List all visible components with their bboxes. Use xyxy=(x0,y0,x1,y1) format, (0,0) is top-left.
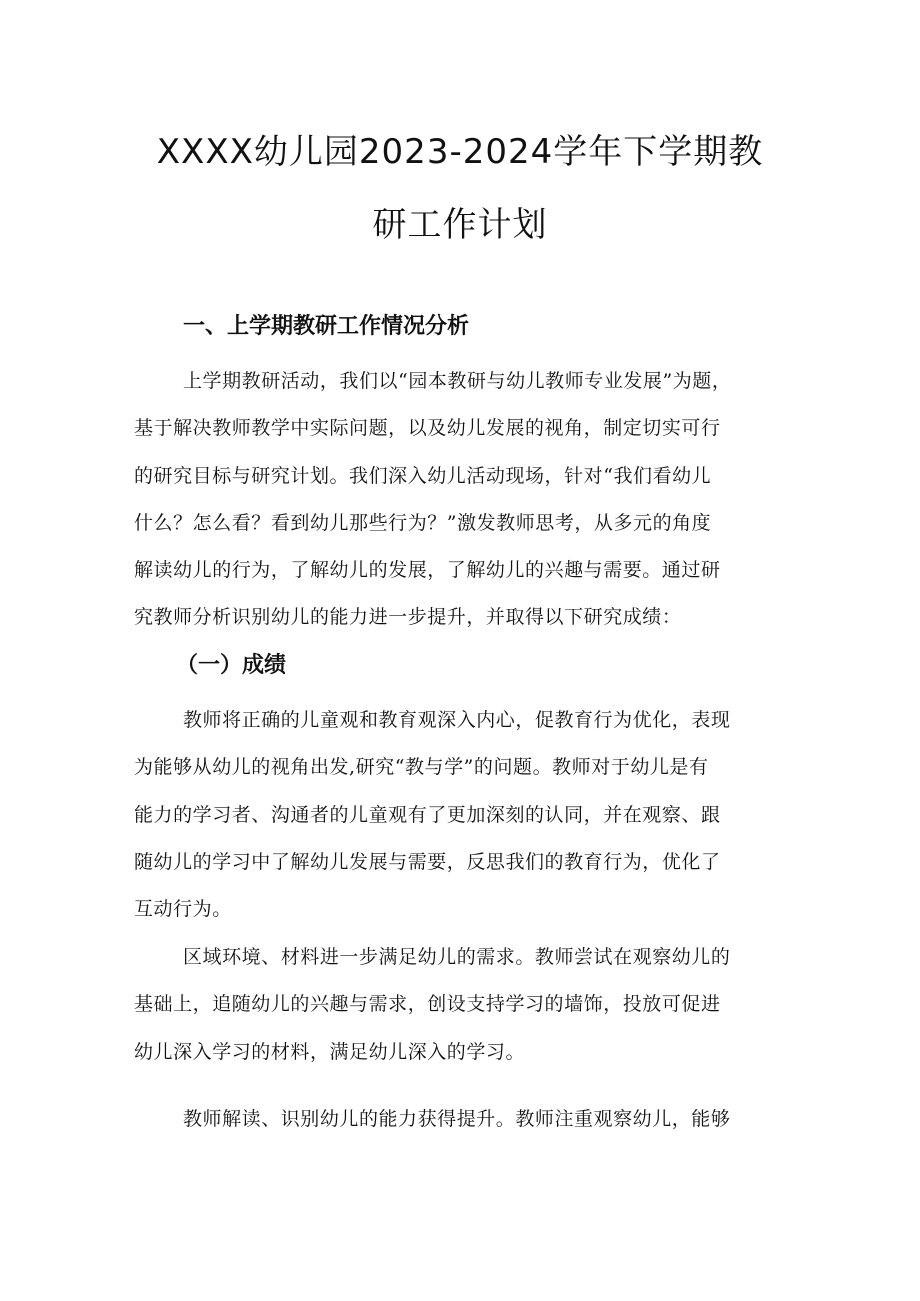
section-heading: 一、上学期教研工作情况分析 xyxy=(183,314,470,339)
paragraph-line: 上学期教研活动，我们以“园本教研与幼儿教师专业发展”为题， xyxy=(183,370,732,392)
paragraph-line: 教师解读、识别幼儿的能力获得提升。教师注重观察幼儿，能够 xyxy=(183,1108,731,1130)
paragraph-line: 幼儿深入学习的材料，满足幼儿深入的学习。 xyxy=(134,1040,526,1063)
paragraph-2 xyxy=(134,697,794,933)
paragraph-line: 的研究目标与研究计划。我们深入幼儿活动现场，针对“我们看幼儿 xyxy=(134,464,712,487)
paragraph-line: 教师将正确的儿童观和教育观深入内心，促教育行为优化，表现 xyxy=(183,709,731,731)
paragraph-line: 什么？怎么看？看到幼儿那些行为？”激发教师思考，从多元的角度 xyxy=(134,511,712,534)
paragraph-line: 基于解决教师教学中实际问题，以及幼儿发展的视角，制定切实可行 xyxy=(134,417,721,440)
paragraph-line: 解读幼儿的行为，了解幼儿的发展，了解幼儿的兴趣与需要。通过研 xyxy=(134,559,721,582)
paragraph-line: 为能够从幼儿的视角出发,研究“教与学”的问题。教师对于幼儿是有 xyxy=(134,756,709,779)
paragraph-line: 基础上，追随幼儿的兴趣与需求，创设支持学习的墙饰，投放可促进 xyxy=(134,993,721,1016)
paragraph-3 xyxy=(134,934,794,1076)
document-title-line-1: XXXX幼儿园2023-2024学年下学期教 xyxy=(156,132,764,172)
paragraph-line: 能力的学习者、沟通者的儿童观有了更加深刻的认同，并在观察、跟 xyxy=(134,803,721,826)
paragraph-line: 随幼儿的学习中了解幼儿发展与需要，反思我们的教育行为，优化了 xyxy=(134,850,721,873)
paragraph-line: 究教师分析识别幼儿的能力进一步提升，并取得以下研究成绩： xyxy=(134,606,682,629)
subsection-heading: （一）成绩 xyxy=(176,653,287,678)
document-title-line-2: 研工作计划 xyxy=(372,205,548,245)
paragraph-1 xyxy=(134,358,794,642)
paragraph-line: 互动行为。 xyxy=(134,898,232,921)
paragraph-4 xyxy=(134,1096,794,1143)
paragraph-line: 区域环境、材料进一步满足幼儿的需求。教师尝试在观察幼儿的 xyxy=(183,946,731,968)
